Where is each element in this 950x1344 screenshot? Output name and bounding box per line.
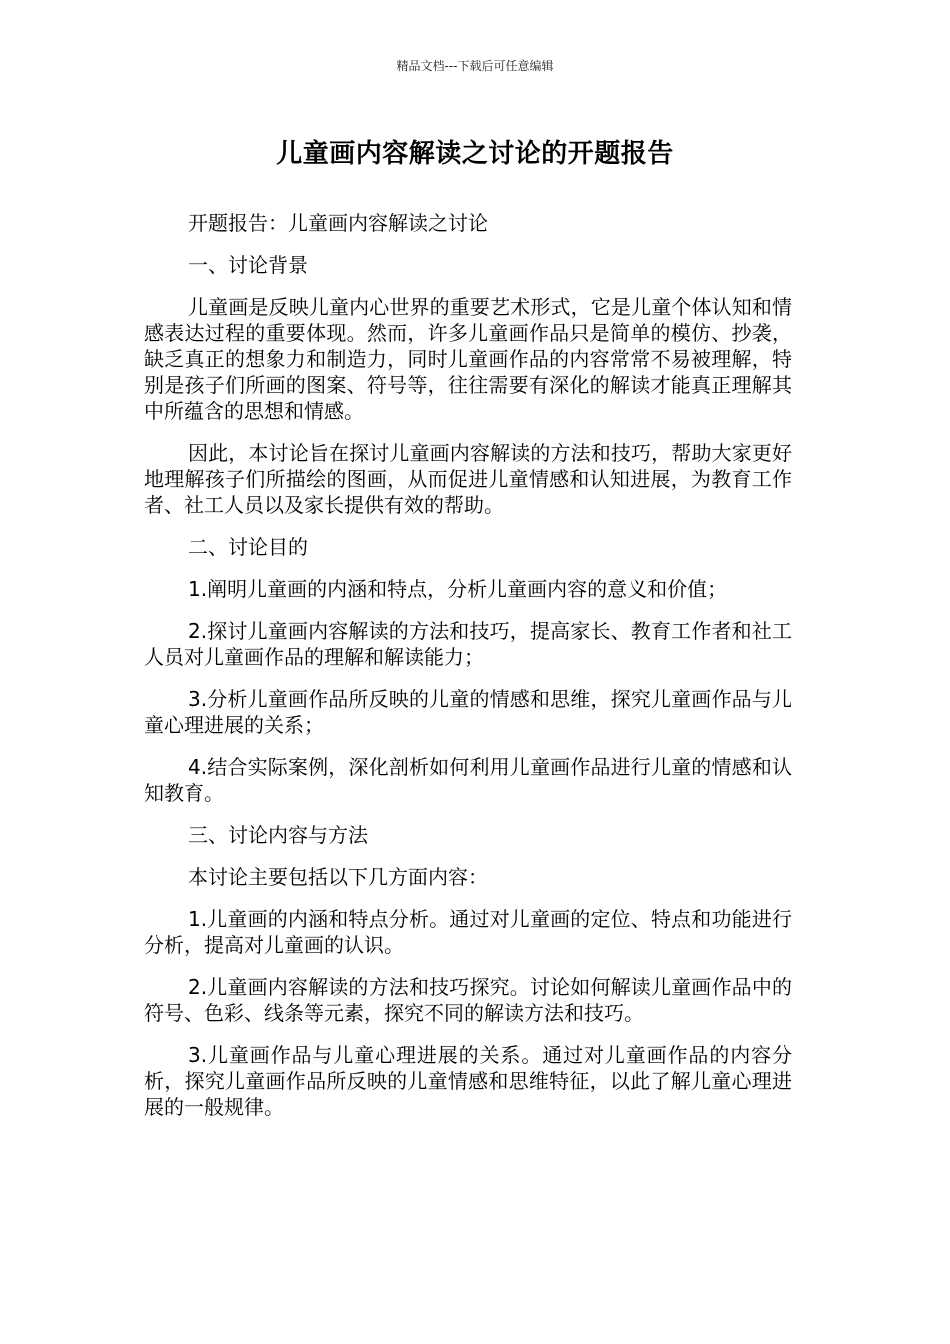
- paragraph-background-2: 因此，本讨论旨在探讨儿童画内容解读的方法和技巧，帮助大家更好地理解孩子们所描绘的图画，从而促进儿童情感和认知进展，为教育工作者、社工人员以及家长提供有效的帮助。: [144, 441, 792, 517]
- list-item-purpose-3: 3.分析儿童画作品所反映的儿童的情感和思维，探究儿童画作品与儿童心理进展的关系；: [144, 687, 792, 737]
- paragraph-background-1: 儿童画是反映儿童内心世界的重要艺术形式，它是儿童个体认知和情感表达过程的重要体现。然而，许多儿童画作品只是简单的模仿、抄袭，缺乏真正的想象力和制造力，同时儿童画作品的内容常常不易被理解，特别是孩子们所画的图案、符号等，往往需要有深化的解读才能真正理解其中所蕴含的思想和情感。: [144, 295, 792, 423]
- list-item-purpose-1: 1.阐明儿童画的内涵和特点，分析儿童画内容的意义和价值；: [188, 577, 728, 601]
- page-header: 精品文档---下载后可任意编辑: [396, 59, 554, 73]
- list-item-content-2: 2.儿童画内容解读的方法和技巧探究。讨论如何解读儿童画作品中的符号、色彩、线条等元素，探究不同的解读方法和技巧。: [144, 975, 792, 1025]
- section-heading-background: 一、讨论背景: [188, 253, 308, 277]
- paragraph-report-subtitle: 开题报告：儿童画内容解读之讨论: [188, 211, 488, 235]
- document-body: [144, 210, 792, 1136]
- section-heading-content-method: 三、讨论内容与方法: [188, 823, 368, 847]
- paragraph-content-intro: 本讨论主要包括以下几方面内容：: [188, 865, 488, 889]
- list-item-purpose-4: 4.结合实际案例，深化剖析如何利用儿童画作品进行儿童的情感和认知教育。: [144, 755, 792, 805]
- document-title: 儿童画内容解读之讨论的开题报告: [276, 139, 674, 169]
- list-item-content-1: 1.儿童画的内涵和特点分析。通过对儿童画的定位、特点和功能进行分析，提高对儿童画的认识。: [144, 907, 792, 957]
- list-item-content-3: 3.儿童画作品与儿童心理进展的关系。通过对儿童画作品的内容分析，探究儿童画作品所反映的儿童情感和思维特征，以此了解儿童心理进展的一般规律。: [144, 1043, 792, 1119]
- list-item-purpose-2: 2.探讨儿童画内容解读的方法和技巧，提高家长、教育工作者和社工人员对儿童画作品的理解和解读能力；: [144, 619, 792, 669]
- section-heading-purpose: 二、讨论目的: [188, 535, 308, 559]
